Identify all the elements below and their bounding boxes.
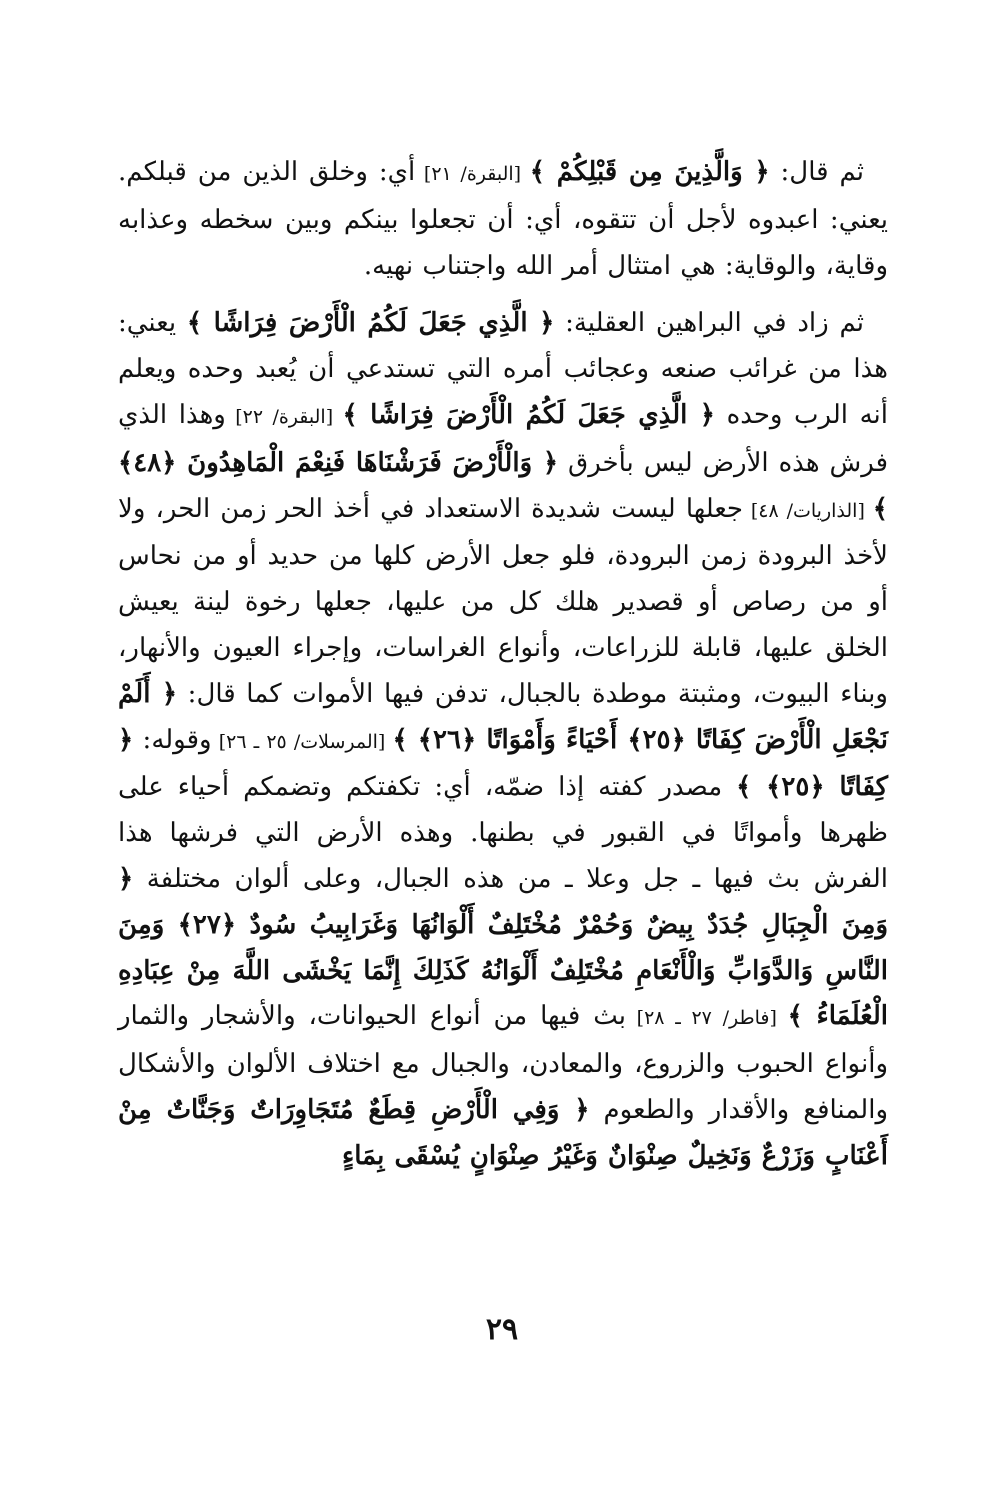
quran-verse: ﴿ الَّذِي جَعَلَ لَكُمُ الْأَرْضَ فِرَاشًا ﴾: [186, 308, 555, 339]
body-text: جعلها ليست شديدة الاستعداد في أخذ الحر زمن الحر، ولا لأخذ البرودة زمن البرودة، فلو جعل الأرض كلها من حديد أو من نحاس أو من رصاص أو قصدير هلك كل من عليها، جعلها رخوة لينة يعيش الخلق عليها، قابلة للزراعات، وأنواع الغراسات، وإجراء العيون والأنهار، وبناء البيوت، ومثبتة موطدة بالجبال، تدفن فيها الأموات كما قال:: [118, 493, 888, 709]
quran-verse: ﴿ أَلَمْ نَجْعَلِ الْأَرْضَ كِفَاتًا ﴿٢٥﴾ أَحْيَاءً وَأَمْوَاتًا ﴿٢٦﴾ ﴾: [118, 678, 889, 755]
body-text: بث فيها من أنواع الحيوانات، والأشجار والثمار وأنواع الحبوب والزروع، والمعادن، والجبال مع اختلاف الألوان والأشكال والمنافع والأقدار والطعوم: [118, 1001, 889, 1125]
quran-verse: ﴿ كِفَاتًا ﴿٢٥﴾ ﴾: [118, 724, 888, 803]
body-text: ثم قال:: [769, 157, 864, 187]
paragraph-1: [118, 150, 888, 289]
verse-reference: [المرسلات/ ٢٥ ـ ٢٦]: [211, 730, 393, 753]
body-text: يعني: هذا من غرائب صنعه وعجائب أمره التي تستدعي أن يُعبد وحده ويعلم أنه الرب وحده: [118, 308, 889, 430]
body-text: أي: وخلق الذين من قبلكم. يعني: اعبدوه لأجل أن تتقوه، أي: أن تجعلوا بينكم وبين سخطه وعذابه وقاية، والوقاية: هي امتثال أمر الله واجتناب نهيه.: [118, 157, 888, 281]
page-number: ٢٩: [485, 1312, 519, 1347]
paragraph-2: [118, 301, 888, 1179]
verse-reference: [فاطر/ ٢٧ ـ ٢٨]: [625, 1007, 788, 1030]
quran-verse: ﴿ وَمِنَ الْجِبَالِ جُدَدٌ بِيضٌ وَحُمْرٌ مُخْتَلِفٌ أَلْوَانُهَا وَغَرَابِيبُ سُودٌ ﴿٢٧﴾ وَمِنَ النَّاسِ وَالدَّوَابِّ وَالْأَنْعَامِ مُخْتَلِفٌ أَلْوَانُهُ كَذَلِكَ إِنَّمَا يَخْشَى اللَّهَ مِنْ عِبَادِهِ الْعُلَمَاءُ ﴾: [118, 863, 888, 1032]
quran-verse: ﴿ وَالْأَرْضَ فَرَشْنَاهَا فَنِعْمَ الْمَاهِدُونَ ﴿٤٨﴾ ﴾: [118, 447, 889, 524]
page-text: [118, 150, 888, 1180]
verse-reference: [البقرة/ ٢٢]: [225, 405, 343, 428]
body-text: ثم زاد في البراهين العقلية:: [554, 308, 864, 339]
body-text: مصدر كفته إذا ضمّه، أي: تكفتكم وتضمكم أحياء على ظهرها وأمواتًا في القبور في بطنها. وهذه الأرض التي فرشها هذا الفرش بث فيها ـ جل وعلا ـ من هذه الجبال، وعلى ألوان مختلفة: [118, 772, 888, 894]
verse-reference: [الذاريات/ ٤٨]: [742, 499, 873, 522]
quran-verse: ﴿ وَالَّذِينَ مِن قَبْلِكُمْ ﴾: [529, 157, 770, 187]
quran-verse: ﴿ الَّذِي جَعَلَ لَكُمُ الْأَرْضَ فِرَاشًا ﴾: [342, 399, 715, 430]
body-text: وهذا الذي فرش هذه الأرض ليس بأخرق: [118, 399, 888, 478]
quran-verse: ﴿ وَفِي الْأَرْضِ قِطَعٌ مُتَجَاوِرَاتٌ وَجَنَّاتٌ مِنْ أَعْنَابٍ وَزَرْعٌ وَنَخِيلٌ صِنْوَانٌ وَغَيْرُ صِنْوَانٍ يُسْقَى بِمَاءٍ: [118, 1094, 888, 1171]
body-text: وقوله:: [133, 724, 212, 755]
verse-reference: [البقرة/ ٢١]: [415, 163, 530, 185]
